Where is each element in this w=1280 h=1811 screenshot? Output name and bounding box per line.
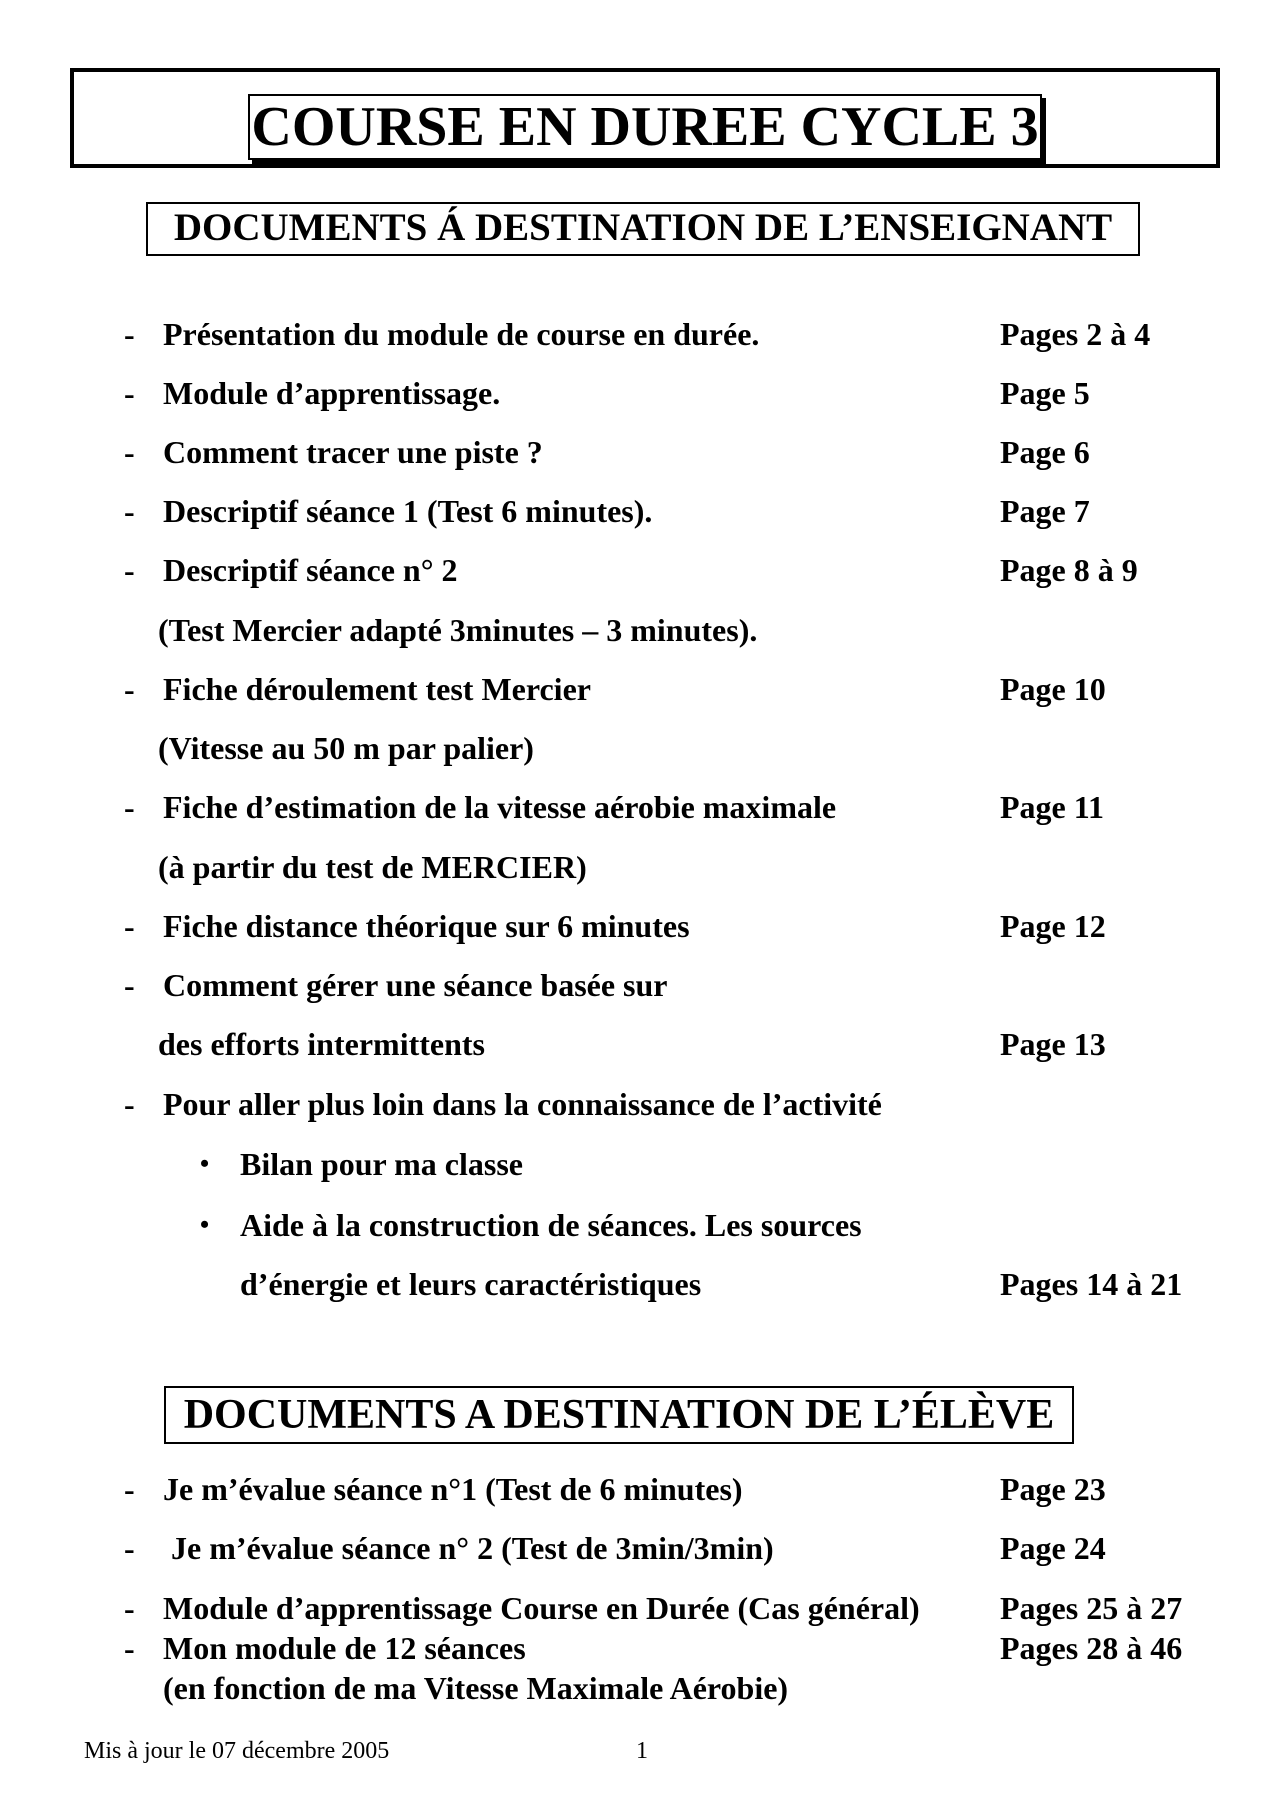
item-text: Module d’apprentissage Course en Durée (Cas général) bbox=[163, 1590, 920, 1626]
list-dash: - bbox=[124, 789, 135, 825]
list-dash: - bbox=[124, 1471, 135, 1507]
item-text: Descriptif séance 1 (Test 6 minutes). bbox=[163, 493, 653, 529]
page-reference: Pages 25 à 27 bbox=[1000, 1590, 1183, 1626]
bullet-icon: • bbox=[200, 1210, 210, 1239]
item-text: Comment gérer une séance basée sur bbox=[163, 967, 668, 1003]
list-dash: - bbox=[124, 375, 135, 411]
page-reference: Page 6 bbox=[1000, 434, 1090, 470]
page-reference: Page 11 bbox=[1000, 789, 1104, 825]
footer-date: Mis à jour le 07 décembre 2005 bbox=[84, 1738, 390, 1764]
item-text: Bilan pour ma classe bbox=[240, 1146, 523, 1182]
page-reference: Page 5 bbox=[1000, 375, 1090, 411]
list-dash: - bbox=[124, 967, 135, 1003]
item-text: d’énergie et leurs caractéristiques bbox=[240, 1266, 702, 1302]
page-reference: Pages 14 à 21 bbox=[1000, 1266, 1183, 1302]
item-text: Mon module de 12 séances bbox=[163, 1630, 526, 1666]
list-dash: - bbox=[124, 1530, 135, 1566]
item-text: Fiche d’estimation de la vitesse aérobie maximale bbox=[163, 789, 837, 825]
student-section-heading: DOCUMENTS A DESTINATION DE L’ÉLÈVE bbox=[164, 1386, 1074, 1444]
item-text: Descriptif séance n° 2 bbox=[163, 552, 458, 588]
item-text: Aide à la construction de séances. Les sources bbox=[240, 1207, 862, 1243]
item-text: Module d’apprentissage. bbox=[163, 375, 501, 411]
list-dash: - bbox=[124, 1086, 135, 1122]
footer-page-number: 1 bbox=[636, 1738, 648, 1764]
page-reference: Pages 2 à 4 bbox=[1000, 316, 1151, 352]
page-reference: Page 10 bbox=[1000, 671, 1106, 707]
list-dash: - bbox=[124, 434, 135, 470]
page-reference: Page 12 bbox=[1000, 908, 1106, 944]
item-text: Fiche distance théorique sur 6 minutes bbox=[163, 908, 690, 944]
list-dash: - bbox=[124, 1630, 135, 1666]
list-dash: - bbox=[124, 1590, 135, 1626]
page-reference: Page 23 bbox=[1000, 1471, 1106, 1507]
list-dash: - bbox=[124, 316, 135, 352]
bullet-icon: • bbox=[200, 1149, 210, 1178]
item-text: (Vitesse au 50 m par palier) bbox=[158, 730, 534, 766]
item-text: (à partir du test de MERCIER) bbox=[158, 849, 587, 885]
list-dash: - bbox=[124, 552, 135, 588]
item-text: Je m’évalue séance n° 2 (Test de 3min/3min) bbox=[163, 1530, 774, 1566]
item-text: Comment tracer une piste ? bbox=[163, 434, 543, 470]
page-reference: Pages 28 à 46 bbox=[1000, 1630, 1183, 1666]
page-reference: Page 8 à 9 bbox=[1000, 552, 1138, 588]
teacher-section-heading: DOCUMENTS Á DESTINATION DE L’ENSEIGNANT bbox=[146, 202, 1140, 256]
page-reference: Page 7 bbox=[1000, 493, 1090, 529]
item-text: des efforts intermittents bbox=[158, 1026, 485, 1062]
item-text: Fiche déroulement test Mercier bbox=[163, 671, 591, 707]
page-reference: Page 24 bbox=[1000, 1530, 1106, 1566]
item-text: (Test Mercier adapté 3minutes – 3 minutes). bbox=[158, 612, 758, 648]
item-text: Pour aller plus loin dans la connaissance de l’activité bbox=[163, 1086, 882, 1122]
item-text: Je m’évalue séance n°1 (Test de 6 minutes) bbox=[163, 1471, 743, 1507]
page-title: COURSE EN DUREE CYCLE 3 bbox=[248, 94, 1042, 160]
page-reference: Page 13 bbox=[1000, 1026, 1106, 1062]
item-text: Présentation du module de course en durée. bbox=[163, 316, 760, 352]
item-text: (en fonction de ma Vitesse Maximale Aérobie) bbox=[163, 1670, 789, 1706]
list-dash: - bbox=[124, 493, 135, 529]
list-dash: - bbox=[124, 671, 135, 707]
list-dash: - bbox=[124, 908, 135, 944]
